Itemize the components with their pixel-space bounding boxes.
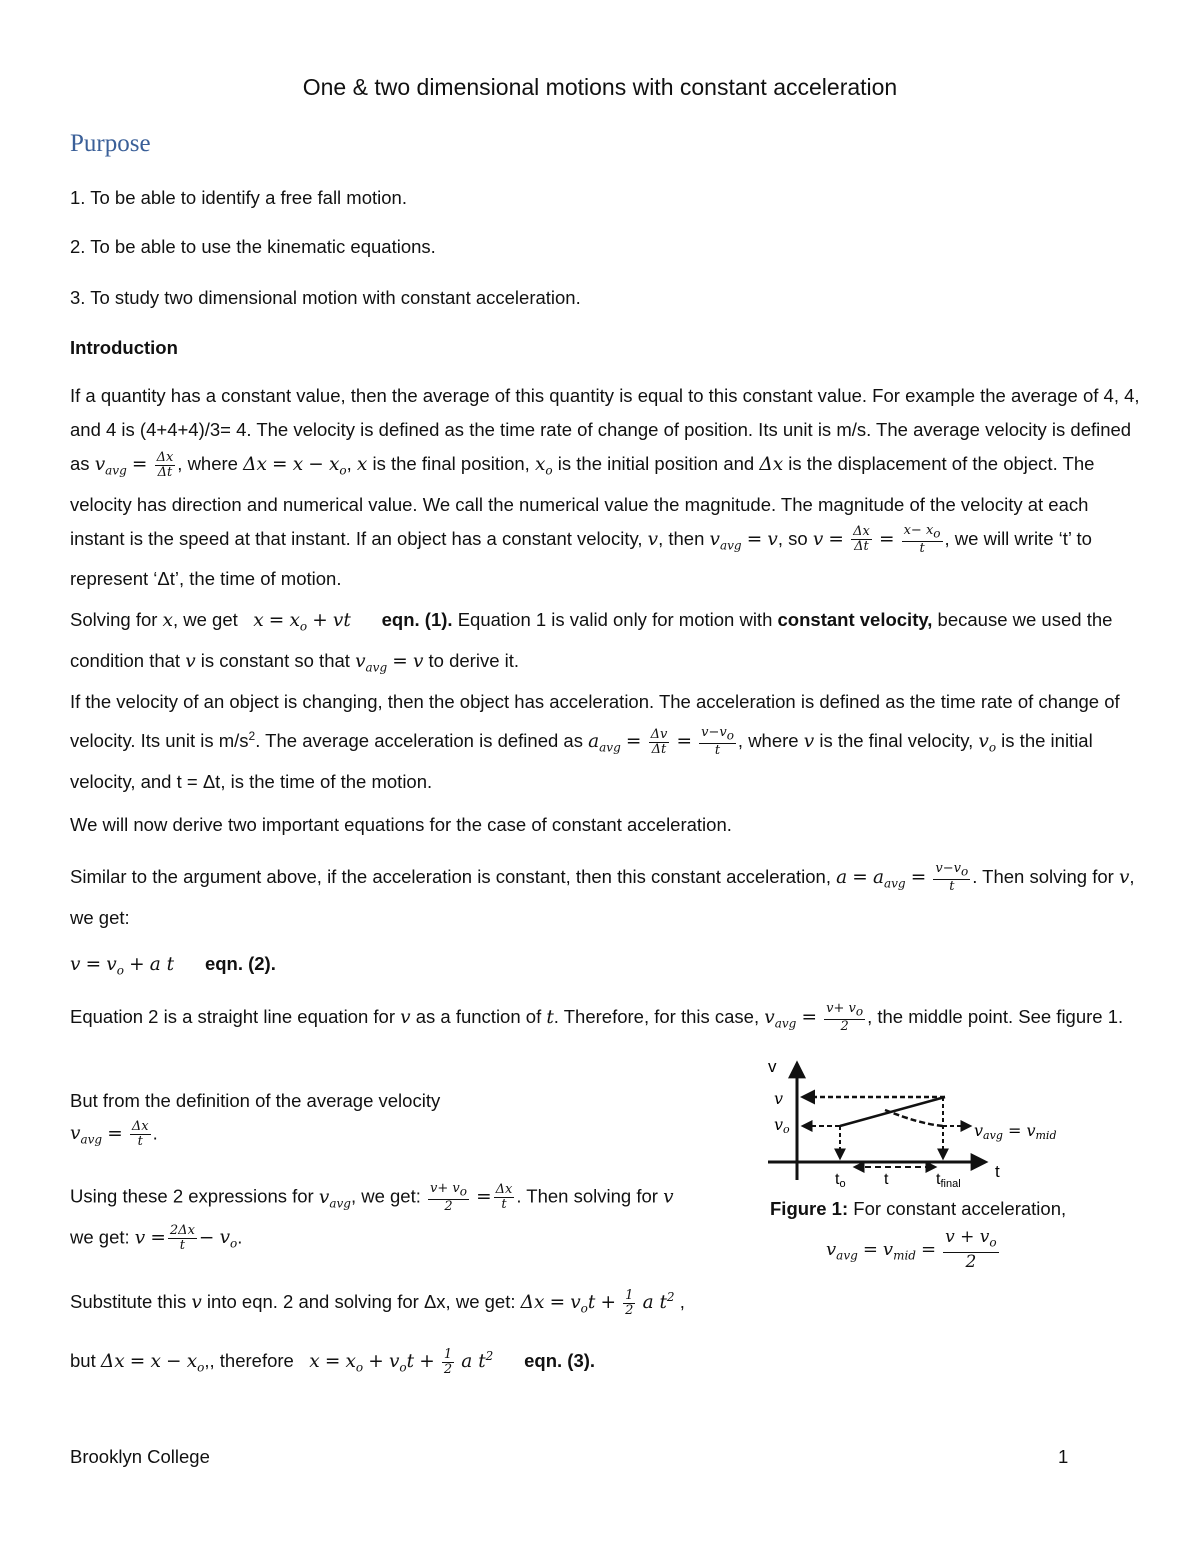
- figure-1-velocity-time-graph: [760, 1052, 1160, 1202]
- velocity-line: [840, 1097, 945, 1126]
- intro-paragraph-8: But from the definition of the average velocity: [70, 1090, 441, 1111]
- figure-label-vo: v: [774, 1115, 784, 1134]
- svg-text:to: to: [835, 1171, 846, 1190]
- footer-institution: Brooklyn College: [70, 1446, 210, 1467]
- svg-text:vo: vo: [774, 1115, 790, 1136]
- footer-page-number: 1: [1058, 1446, 1069, 1467]
- figure-axis-t: t: [995, 1162, 1000, 1181]
- intro-paragraph-9: Using these 2 expressions for $v_{avg}$, we get: $\frac{v+ v_o}{2}$ = $\frac{\Delta x}{t}$ . Then solving for v: [70, 1181, 674, 1214]
- figure-label-vavg: v: [974, 1121, 984, 1140]
- intro-paragraph-5: Similar to the argument above, if the acceleration is constant, then this constant acceleration, $a = a_{avg}$ = $\frac{v-v_o}{t}$ . Then solving for v, we get:: [70, 861, 1135, 928]
- equation-vavg-definition: $v_{avg}$ = $\frac{\Delta x}{t}$ .: [70, 1119, 158, 1149]
- page-title: One & two dimensional motions with constant acceleration: [302, 74, 898, 100]
- figure-label-t: t: [884, 1171, 889, 1188]
- figure-1-caption: Figure 1: For constant acceleration,: [770, 1198, 1067, 1219]
- intro-paragraph-10: Substitute this v into eqn. 2 and solving for Δx, we get: $\Delta x = v_ot$ + $\frac{1}{2}$ a $t^2$ ,: [70, 1287, 685, 1318]
- introduction-heading: Introduction: [70, 337, 178, 358]
- intro-paragraph-1: If a quantity has a constant value, then the average of this quantity is equal to this constant value. For example the average of 4, 4, and 4 is (4+4+4)/3= 4. The velocity is defined as the time rate of change of position. Its unit is m/s. The average velocity is defined as $v_{avg}$ = $\frac{\Delta x}{\Delta t}$ , where $\Delta x = x - x_o$, x is the final position, $x_o$ is the initial position and Δx is the displacement of the object. The velocity has direction and numerical value. We call the numerical value the magnitude. The magnitude of the velocity at each instant is the speed at that instant. If an object has a constant velocity, v, then $v_{avg} = v$, so v = $\frac{\Delta x}{\Delta t}$ = $\frac{x- x_o}{t}$ , we will write ‘t’ to represent ‘Δt’, the time of motion.: [70, 385, 1140, 590]
- figure-label-tfinal: t: [936, 1171, 941, 1188]
- purpose-heading: Purpose: [70, 130, 151, 157]
- figure-1-caption-equation: $v_{avg} = v_{mid}$ = $\frac{v + v_o}{2}$: [826, 1227, 997, 1273]
- intro-paragraph-9-cont: we get: v = $\frac{2\Delta x}{t}$ − $v_o$.: [70, 1223, 243, 1253]
- equation-2: $v = v_o + a$ t eqn. (2).: [70, 953, 276, 978]
- figure-label-v: v: [774, 1089, 784, 1108]
- intro-paragraph-4: We will now derive two important equations for the case of constant acceleration.: [70, 814, 732, 835]
- purpose-item-1: 1. To be able to identify a free fall motion.: [70, 187, 407, 208]
- intro-paragraph-11: but $\Delta x = x - x_o$,, therefore $x = x_o + v_ot$ + $\frac{1}{2}$ a $t^2$ eqn. (3).: [70, 1346, 596, 1377]
- intro-paragraph-7: Equation 2 is a straight line equation for v as a function of t. Therefore, for this case, $v_{avg}$ = $\frac{v+ v_o}{2}$ , the middle point. See figure 1.: [70, 1001, 1124, 1034]
- purpose-item-3: 3. To study two dimensional motion with constant acceleration.: [70, 287, 581, 308]
- svg-text:vavg = vmid: vavg = vmid: [974, 1121, 1057, 1142]
- figure-label-to: t: [835, 1171, 840, 1188]
- intro-paragraph-2: Solving for x, we get $x = x_o$ + vt eqn. (1). Equation 1 is valid only for motion with constant velocity, because we used the condition that v is constant so that $v_{avg} = v$ to derive it.: [70, 609, 1113, 675]
- intro-paragraph-3: If the velocity of an object is changing, then the object has acceleration. The acceleration is defined as the time rate of change of velocity. Its unit is $m/s^2$. The average acceleration is defined as $a_{avg}$ = $\frac{\Delta v}{\Delta t}$ = $\frac{v-v_o}{t}$ , where v is the final velocity, $v_o$ is the initial velocity, and t = Δt, is the time of the motion.: [70, 691, 1120, 792]
- purpose-item-2: 2. To be able to use the kinematic equations.: [70, 236, 436, 257]
- figure-axis-v: v: [768, 1057, 777, 1076]
- svg-text:tfinal: tfinal: [936, 1171, 961, 1190]
